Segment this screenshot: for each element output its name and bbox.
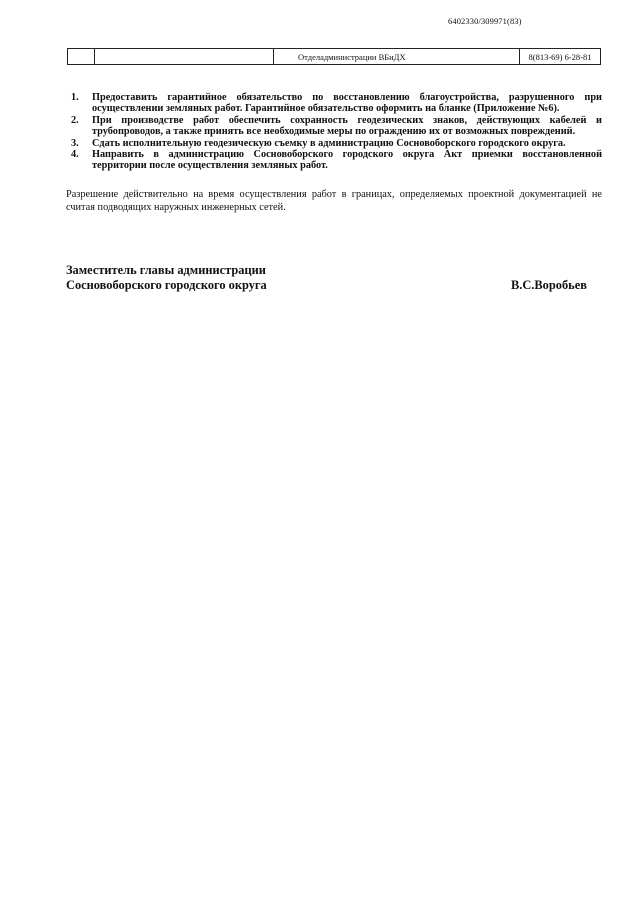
phone-cell: 8(813-69) 6-28-81 (520, 49, 601, 65)
signatory-position (66, 263, 267, 293)
signatory-position-line: Заместитель главы администрации (66, 263, 266, 277)
condition-item (66, 115, 602, 138)
conditions-list (66, 92, 602, 172)
table-cell-empty (95, 49, 274, 65)
condition-item (66, 92, 602, 115)
condition-text: Сдать исполнительную геодезическую съемку в администрацию Сосновоборского городского округа. (92, 137, 566, 149)
condition-text: Предоставить гарантийное обязательство по восстановлению благоустройства, разрушенного при осуществлении земляных работ. Гарантийное обязательство оформить на бланке (Приложение №6). (92, 92, 602, 115)
condition-number: 4. (71, 149, 79, 161)
condition-number: 1. (71, 92, 79, 103)
permit-validity-text: Разрешение действительно на время осуществления работ в границах, определяемых проектной документацией не считая подводящих наружных инженерных сетей. (66, 189, 602, 213)
table-row (68, 49, 601, 65)
condition-text: При производстве работ обеспечить сохранность геодезических знаков, действующих кабелей и трубопроводов, а также принять все необходимые меры по ограждению их от возможных повреждений. (92, 114, 602, 138)
header-table (67, 48, 601, 65)
condition-number: 3. (71, 137, 79, 149)
signatory-name: В.С.Воробьев (511, 278, 587, 292)
condition-item (66, 149, 602, 172)
table-cell-empty (68, 49, 95, 65)
condition-number: 2. (71, 114, 79, 126)
department-cell: Отделадминистрации ВБиДХ (274, 49, 520, 65)
document-number: 6402330/309971(83) (448, 16, 522, 26)
condition-text: Направить в администрацию Сосновоборского городского округа Акт приемки восстановленной территории после осуществления земляных работ. (92, 149, 602, 172)
signatory-position-line: Сосновоборского городского округа (66, 278, 267, 292)
condition-item (66, 138, 602, 149)
